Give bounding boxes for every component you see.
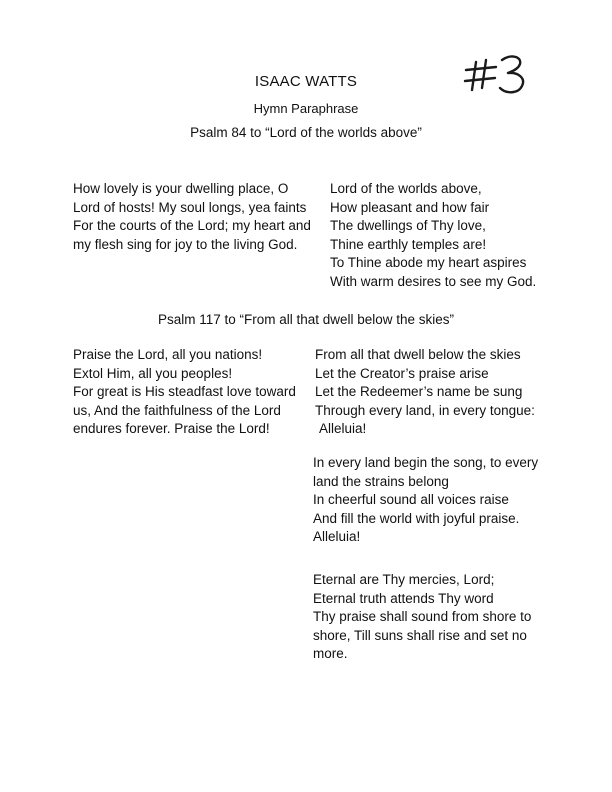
scripture-line: us, And the faithfulness of the Lord xyxy=(73,402,281,418)
hymn-line: To Thine abode my heart aspires xyxy=(330,255,527,271)
scripture-line: How lovely is your dwelling place, O xyxy=(73,181,289,196)
subtitle: Hymn Paraphrase xyxy=(253,101,359,116)
hymn-line: Alleluia! xyxy=(313,529,361,545)
hymn-line: Let the Redeemer’s name be sung xyxy=(315,384,523,400)
hymn-line: In cheerful sound all voices raise xyxy=(313,492,509,508)
hymn-line: From all that dwell below the skies xyxy=(315,347,521,362)
hymn-line: And fill the world with joyful praise. xyxy=(313,510,520,526)
hymn-line: Eternal truth attends Thy word xyxy=(313,590,494,606)
hymn-line: Let the Creator’s praise arise xyxy=(315,365,489,381)
hymn-line: shore, Till suns shall rise and set no xyxy=(313,627,527,643)
scripture-line: endures forever. Praise the Lord! xyxy=(73,421,270,437)
hymn-line: more. xyxy=(313,646,348,662)
hymn-line: How pleasant and how fair xyxy=(330,199,490,215)
psalm-117-hymn-stanza-2 xyxy=(313,454,538,547)
hymn-line: Eternal are Thy mercies, Lord; xyxy=(313,572,495,587)
hymn-line: Thy praise shall sound from shore to xyxy=(313,609,532,625)
psalm-117-heading: Psalm 117 to “From all that dwell below the skies” xyxy=(157,312,455,327)
hymn-line: Lord of the worlds above, xyxy=(330,181,482,196)
scripture-line: my flesh sing for joy to the living God. xyxy=(73,236,298,252)
hymn-line: land the strains belong xyxy=(313,473,449,489)
psalm-117-hymn-stanza-1 xyxy=(315,346,535,439)
scripture-line: For the courts of the Lord; my heart and xyxy=(73,218,311,234)
psalm-117-scripture xyxy=(73,346,296,439)
hymn-line: Through every land, in every tongue: xyxy=(315,402,535,418)
scripture-line: Praise the Lord, all you nations! xyxy=(73,347,263,362)
psalm-84-scripture xyxy=(73,180,311,254)
scripture-line: For great is His steadfast love toward xyxy=(73,384,296,400)
hymn-line: With warm desires to see my God. xyxy=(330,273,537,289)
scripture-line: Extol Him, all you peoples! xyxy=(73,365,233,381)
author-title: ISAAC WATTS xyxy=(254,73,358,90)
hymn-line: Alleluia! xyxy=(319,421,367,437)
psalm-117-hymn-stanza-3 xyxy=(313,571,531,664)
hymn-line: Thine earthly temples are! xyxy=(330,236,487,252)
hymn-line: In every land begin the song, to every xyxy=(313,455,539,470)
scripture-line: Lord of hosts! My soul longs, yea faints xyxy=(73,199,307,215)
hymn-line: The dwellings of Thy love, xyxy=(330,218,486,234)
psalm-84-heading: Psalm 84 to “Lord of the worlds above” xyxy=(190,125,422,140)
psalm-84-hymn xyxy=(330,180,536,292)
